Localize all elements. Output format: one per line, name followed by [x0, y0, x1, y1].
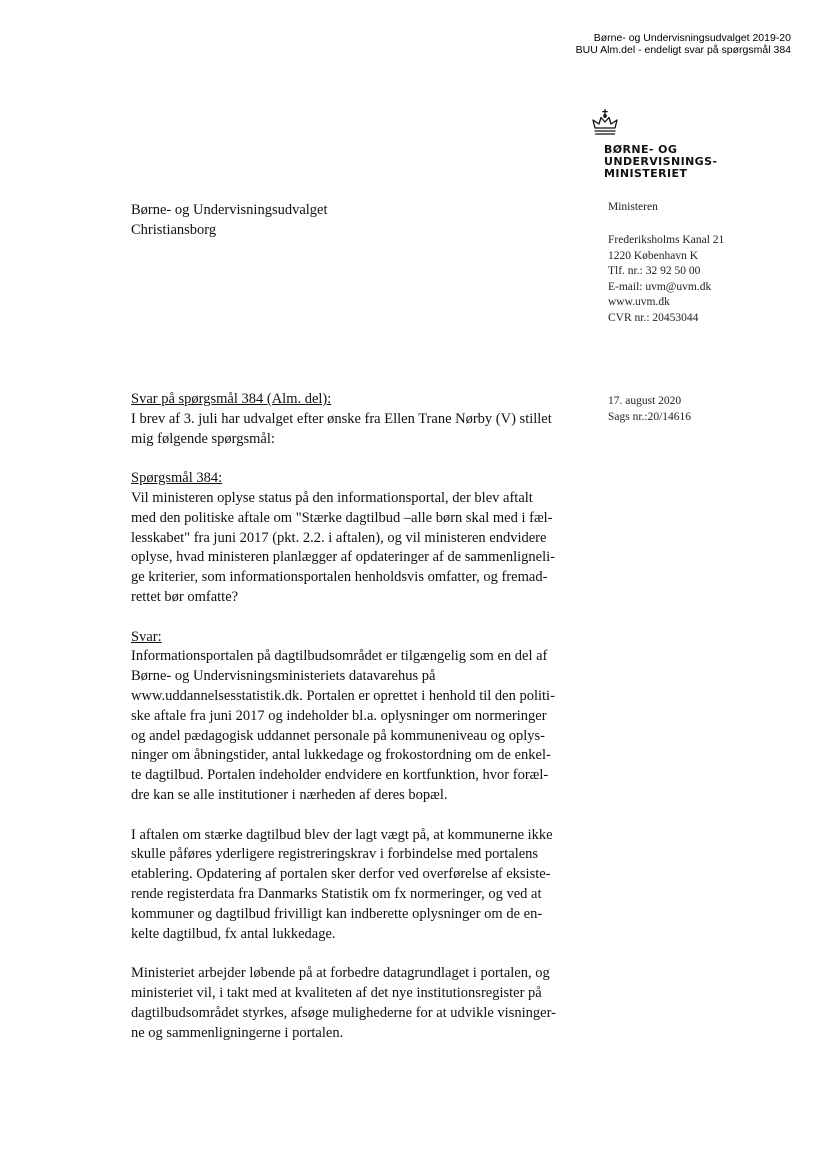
question-line: oplyse, hvad ministeren planlægger af opdateringer af de sammenligneli-: [131, 549, 555, 566]
letter-meta: [608, 394, 691, 425]
crown-icon: [590, 108, 620, 138]
sender-address: [608, 233, 724, 327]
question-line: lesskabet" fra juni 2017 (pkt. 2.2. i aftalen), og vil ministeren endvidere: [131, 529, 547, 546]
address-street: Frederiksholms Kanal 21: [608, 234, 725, 246]
stamp-line-reference: BUU Alm.del - endeligt svar på spørgsmål 384: [575, 44, 791, 56]
ministry-name-line: BØRNE- OG: [604, 143, 678, 156]
ministry-logo: [590, 108, 717, 180]
question-line: Vil ministeren oplyse status på den informationsportal, der blev aftalt: [131, 489, 533, 506]
intro-line: I brev af 3. juli har udvalget efter ønske fra Ellen Trane Nørby (V) stillet: [131, 410, 552, 427]
address-website: www.uvm.dk: [608, 296, 670, 309]
paragraph-1-line: te dagtilbud. Portalen indeholder endvidere en kortfunktion, hvor foræl-: [131, 767, 549, 784]
answer-title: Svar på spørgsmål 384 (Alm. del):: [131, 391, 332, 407]
paragraph-1-line: Børne- og Undervisningsministeriets datavarehus på: [131, 668, 436, 685]
answer-heading: Svar:: [131, 628, 162, 645]
paragraph-2-line: rende registerdata fra Danmarks Statistik om fx normeringer, og ved at: [131, 885, 542, 902]
address-cvr: CVR nr.: 20453044: [608, 311, 699, 324]
recipient-address: [131, 200, 328, 240]
paragraph-2-line: I aftalen om stærke dagtilbud blev der lagt vægt på, at kommunerne ikke: [131, 826, 553, 843]
paragraph-1-line: Informationsportalen på dagtilbudsområdet er tilgængelig som en del af: [131, 648, 548, 665]
question-heading: Spørgsmål 384:: [131, 470, 223, 487]
address-phone: Tlf. nr.: 32 92 50 00: [608, 265, 701, 278]
sender-title: Ministeren: [608, 201, 658, 213]
parliament-stamp: [576, 32, 791, 56]
paragraph-2-line: kelte dagtilbud, fx antal lukkedage.: [131, 925, 336, 942]
intro-line: mig følgende spørgsmål:: [131, 430, 275, 447]
letter-body: [131, 390, 561, 1043]
case-number: Sags nr.:20/14616: [608, 410, 692, 423]
paragraph-1-line: www.uddannelsesstatistik.dk. Portalen er oprettet i henhold til den politi-: [131, 687, 555, 704]
paragraph-3-line: ne og sammenligningerne i portalen.: [131, 1024, 344, 1041]
paragraph-2-line: kommuner og dagtilbud frivilligt kan indberette oplysninger om de en-: [131, 905, 543, 922]
ministry-name-line: MINISTERIET: [604, 167, 688, 180]
address-city: 1220 København K: [608, 249, 699, 262]
stamp-line-committee: Børne- og Undervisningsudvalget 2019-20: [593, 32, 791, 44]
question-line: med den politiske aftale om "Stærke dagtilbud –alle børn skal med i fæl-: [131, 509, 553, 526]
paragraph-1-line: ninger om åbningstider, antal lukkedage og frokostordning om de enkel-: [131, 747, 551, 764]
paragraph-2-line: etablering. Opdatering af portalen sker derfor ved overførelse af eksiste-: [131, 866, 551, 883]
ministry-name: [604, 144, 717, 180]
ministry-name-line: UNDERVISNINGS-: [604, 155, 718, 168]
paragraph-2-line: skulle påføres yderligere registreringskrav i forbindelse med portalens: [131, 846, 539, 863]
paragraph-3-line: Ministeriet arbejder løbende på at forbedre datagrundlaget i portalen, og: [131, 965, 550, 982]
paragraph-1-line: ske aftale fra juni 2017 og indeholder bl.a. oplysninger om normeringer: [131, 707, 547, 724]
paragraph-3-line: ministeriet vil, i takt med at kvaliteten af det nye institutionsregister på: [131, 984, 542, 1001]
recipient-location: Christiansborg: [131, 222, 217, 238]
question-line: ge kriterier, som informationsportalen henholdsvis omfatter, og fremad-: [131, 569, 548, 586]
paragraph-1-line: dre kan se alle institutioner i nærheden af deres bopæl.: [131, 786, 448, 803]
paragraph-3-line: dagtilbudsområdet styrkes, afsøge mulighederne for at udvikle visninger-: [131, 1004, 556, 1021]
letter-date: 17. august 2020: [608, 395, 682, 407]
recipient-name: Børne- og Undervisningsudvalget: [131, 202, 328, 218]
address-email: E-mail: uvm@uvm.dk: [608, 280, 712, 293]
paragraph-1-line: og andel pædagogisk uddannet personale på kommuneniveau og oplys-: [131, 727, 545, 744]
question-line: rettet bør omfatte?: [131, 588, 239, 605]
